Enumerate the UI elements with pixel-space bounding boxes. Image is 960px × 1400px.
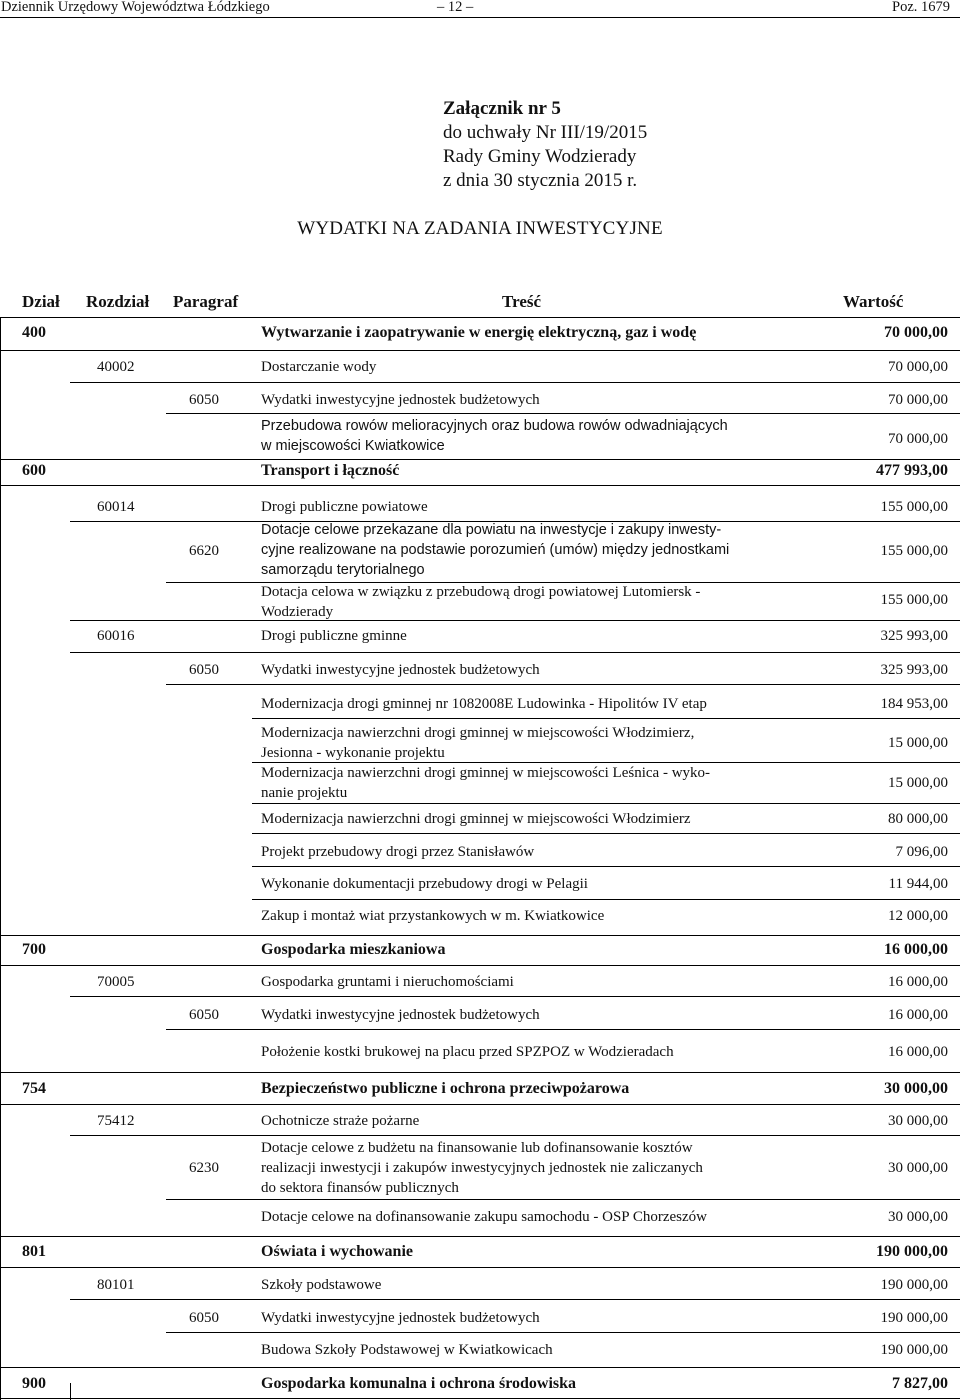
annex-resolution: do uchwały Nr III/19/2015: [443, 122, 648, 143]
task-description: Projekt przebudowy drogi przez Stanisławów: [261, 844, 535, 860]
dzial-amount: 190 000,00: [876, 1243, 948, 1260]
rozdzial-name: Drogi publiczne powiatowe: [261, 499, 428, 515]
dzial-code: 900: [22, 1375, 46, 1392]
dzial-name: Bezpieczeństwo publiczne i ochrona przeciwpożarowa: [261, 1080, 630, 1097]
task-amount: 30 000,00: [888, 1209, 948, 1225]
dzial-amount: 70 000,00: [884, 324, 948, 341]
row-divider: [0, 350, 960, 351]
rozdzial-code: 70005: [97, 974, 135, 990]
row-divider: [0, 485, 960, 486]
row-divider: [252, 833, 960, 834]
task-amount: 7 096,00: [895, 844, 948, 860]
position-number: Poz. 1679: [892, 0, 950, 15]
annex-council: Rady Gminy Wodzierady: [443, 146, 637, 167]
column-header-paragraf: Paragraf: [173, 292, 239, 311]
dzial-name: Transport i łączność: [261, 462, 400, 479]
dzial-name: Oświata i wychowanie: [261, 1243, 413, 1260]
page-header: [0, 0, 960, 16]
rozdzial-amount: 190 000,00: [880, 1277, 948, 1293]
row-divider: [0, 965, 960, 966]
paragraf-description: Dotacje celowe przekazane dla powiatu na inwestycje i zakupy inwesty- cyjne realizowane na podstawie porozumień (umów) między jednostkami samorządu terytorialnego: [261, 522, 730, 578]
rozdzial-code: 40002: [97, 359, 135, 375]
paragraf-amount: 30 000,00: [888, 1160, 948, 1176]
task-amount: 11 944,00: [888, 876, 948, 892]
row-divider: [166, 1199, 960, 1200]
task-description: Wykonanie dokumentacji przebudowy drogi w Pelagii: [261, 876, 588, 892]
journal-name: Dziennik Urzędowy Województwa Łódzkiego: [1, 0, 270, 15]
paragraf-name: Wydatki inwestycyjne jednostek budżetowych: [261, 662, 540, 678]
rozdzial-amount: 30 000,00: [888, 1113, 948, 1129]
row-divider: [252, 899, 960, 900]
page-number: – 12 –: [437, 0, 474, 15]
task-description: Modernizacja nawierzchni drogi gminnej w miejscowości Włodzimierz: [261, 811, 691, 827]
rozdzial-code: 60016: [97, 628, 135, 644]
row-divider: [0, 1236, 960, 1237]
dzial-name: Gospodarka mieszkaniowa: [261, 941, 446, 958]
dzial-code: 700: [22, 941, 46, 958]
task-description: Położenie kostki brukowej na placu przed SPZPOZ w Wodzieradach: [261, 1044, 674, 1060]
row-divider: [166, 413, 960, 414]
row-divider: [166, 1332, 960, 1333]
row-divider: [0, 1072, 960, 1073]
paragraf-code: 6230: [189, 1160, 219, 1176]
row-divider: [0, 1267, 960, 1268]
paragraf-amount: 325 993,00: [880, 662, 948, 678]
rozdzial-code: 75412: [97, 1113, 135, 1129]
paragraf-name: Wydatki inwestycyjne jednostek budżetowych: [261, 392, 540, 408]
row-divider: [0, 1398, 960, 1399]
dzial-amount: 30 000,00: [884, 1080, 948, 1097]
task-amount: 184 953,00: [880, 696, 948, 712]
rozdzial-name: Ochotnicze straże pożarne: [261, 1113, 420, 1129]
row-divider: [70, 620, 960, 621]
annex-title: Załącznik nr 5: [443, 98, 561, 119]
row-divider: [70, 996, 960, 997]
paragraf-amount: 155 000,00: [880, 543, 948, 559]
rozdzial-amount: 155 000,00: [880, 499, 948, 515]
dzial-code: 600: [22, 462, 46, 479]
table-left-border: [0, 317, 1, 1400]
rozdzial-name: Gospodarka gruntami i nieruchomościami: [261, 974, 514, 990]
dzial-code: 754: [22, 1080, 46, 1097]
task-description: Przebudowa rowów melioracyjnych oraz budowa rowów odwadniających w miejscowości Kwiatkowice: [261, 418, 728, 454]
paragraf-code: 6050: [189, 1007, 219, 1023]
paragraf-amount: 190 000,00: [880, 1310, 948, 1326]
row-divider: [166, 1029, 960, 1030]
rozdzial-name: Szkoły podstawowe: [261, 1277, 382, 1293]
paragraf-description: Dotacje celowe z budżetu na finansowanie lub dofinansowanie kosztów realizacji inwestycji i zakupów inwestycyjnych jednostek nie zaliczanych do sektora finansów publicznych: [261, 1140, 703, 1196]
row-divider: [70, 652, 960, 653]
column-header-dzial: Dział: [22, 292, 60, 311]
task-description: Zakup i montaż wiat przystankowych w m. Kwiatkowice: [261, 908, 605, 924]
rozdzial-name: Dostarczanie wody: [261, 359, 377, 375]
paragraf-amount: 16 000,00: [888, 1007, 948, 1023]
row-divider: [0, 1104, 960, 1105]
task-amount: 16 000,00: [888, 1044, 948, 1060]
dzial-amount: 7 827,00: [892, 1375, 948, 1392]
task-amount: 12 000,00: [888, 908, 948, 924]
row-divider: [70, 1135, 960, 1136]
task-amount: 70 000,00: [888, 431, 948, 447]
paragraf-code: 6050: [189, 392, 219, 408]
rozdzial-code: 60014: [97, 499, 135, 515]
dzial-name: Gospodarka komunalna i ochrona środowiska: [261, 1375, 577, 1392]
row-divider: [166, 684, 960, 685]
task-amount: 190 000,00: [880, 1342, 948, 1358]
paragraf-name: Wydatki inwestycyjne jednostek budżetowych: [261, 1310, 540, 1326]
paragraf-amount: 70 000,00: [888, 392, 948, 408]
task-amount: 80 000,00: [888, 811, 948, 827]
row-divider: [252, 718, 960, 719]
document-title: WYDATKI NA ZADANIA INWESTYCYJNE: [297, 218, 663, 239]
dzial-code: 801: [22, 1243, 46, 1260]
dzial-amount: 16 000,00: [884, 941, 948, 958]
column-header-wartosc: Wartość: [843, 292, 904, 311]
row-divider: [252, 803, 960, 804]
row-divider: [0, 1367, 960, 1368]
column-divider: [70, 1383, 71, 1400]
rozdzial-code: 80101: [97, 1277, 135, 1293]
row-divider: [0, 459, 960, 460]
row-divider: [252, 866, 960, 867]
paragraf-code: 6620: [189, 543, 219, 559]
column-header-rozdzial: Rozdział: [86, 292, 150, 311]
task-description: Modernizacja drogi gminnej nr 1082008E Ludowinka - Hipolitów IV etap: [261, 696, 707, 712]
task-description: Modernizacja nawierzchni drogi gminnej w miejscowości Leśnica - wyko- nanie projektu: [261, 765, 711, 801]
annex-block: [443, 97, 647, 193]
header-divider: [0, 17, 960, 18]
annex-date: z dnia 30 stycznia 2015 r.: [443, 170, 638, 191]
task-amount: 15 000,00: [888, 775, 948, 791]
task-description: Modernizacja nawierzchni drogi gminnej w miejscowości Włodzimierz, Jesionna - wykonanie projektu: [261, 725, 695, 761]
dzial-name: Wytwarzanie i zaopatrywanie w energię elektryczną, gaz i wodę: [261, 324, 697, 341]
task-description: Dotacje celowe na dofinansowanie zakupu samochodu - OSP Chorzeszów: [261, 1209, 707, 1225]
task-description: Budowa Szkoły Podstawowej w Kwiatkowicach: [261, 1342, 553, 1358]
task-description: Dotacja celowa w związku z przebudową drogi powiatowej Lutomiersk - Wodzierady: [261, 584, 701, 620]
dzial-amount: 477 993,00: [876, 462, 948, 479]
paragraf-name: Wydatki inwestycyjne jednostek budżetowych: [261, 1007, 540, 1023]
task-amount: 155 000,00: [880, 592, 948, 608]
row-divider: [70, 382, 960, 383]
paragraf-code: 6050: [189, 662, 219, 678]
header-rule-bottom: [0, 317, 960, 318]
row-divider: [70, 1299, 960, 1300]
column-header-tresc: Treść: [502, 292, 542, 311]
paragraf-code: 6050: [189, 1310, 219, 1326]
rozdzial-name: Drogi publiczne gminne: [261, 628, 407, 644]
rozdzial-amount: 70 000,00: [888, 359, 948, 375]
dzial-code: 400: [22, 324, 46, 341]
rozdzial-amount: 16 000,00: [888, 974, 948, 990]
rozdzial-amount: 325 993,00: [880, 628, 948, 644]
row-divider: [0, 935, 960, 936]
task-amount: 15 000,00: [888, 735, 948, 751]
